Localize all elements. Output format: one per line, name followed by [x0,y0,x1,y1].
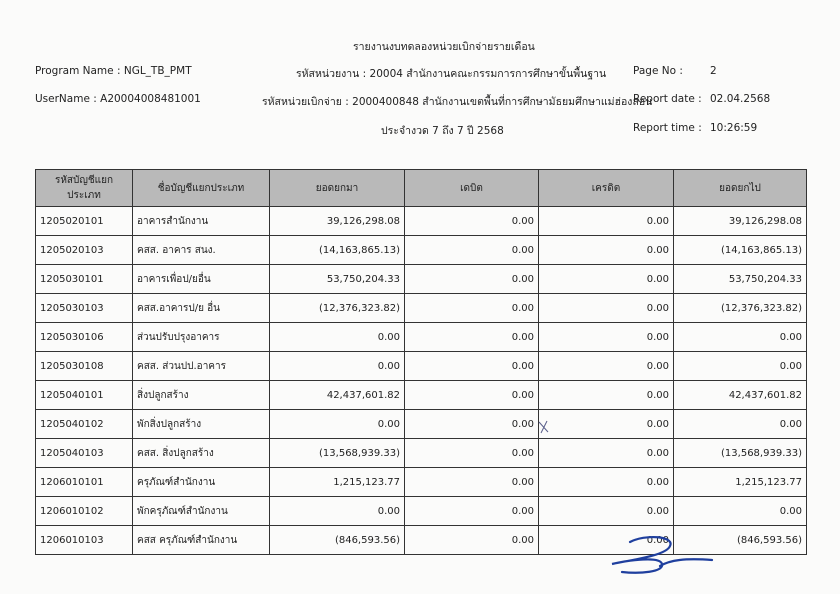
page-label: Page No : [633,65,683,77]
table-row [36,468,807,497]
cell-closing-balance: 0.00 [674,410,807,439]
ledger-table [35,169,807,555]
user-label: UserName : [35,93,97,105]
cell-closing-balance: (13,568,939.33) [674,439,807,468]
date-value: 02.04.2568 [710,93,771,105]
cell-opening-balance: 0.00 [270,323,405,352]
program-name [35,65,192,77]
cell-account-code: 1205040103 [36,439,133,468]
cell-account-name: ครุภัณฑ์สำนักงาน [133,468,270,497]
cell-closing-balance: (846,593.56) [674,526,807,555]
user-name [35,93,201,105]
time-label: Report time : [633,122,702,134]
cell-credit: 0.00 [539,526,674,555]
cell-account-code: 1205030103 [36,294,133,323]
table-header-row [36,170,807,207]
cell-opening-balance: 42,437,601.82 [270,381,405,410]
table-row [36,352,807,381]
cell-debit: 0.00 [405,381,539,410]
date-label: Report date : [633,93,702,105]
cell-debit: 0.00 [405,410,539,439]
handwritten-x-mark-icon [537,419,551,435]
cell-credit: 0.00 [539,410,674,439]
cell-closing-balance: 1,215,123.77 [674,468,807,497]
signature-icon [600,530,720,580]
cell-account-name: พักสิ่งปลูกสร้าง [133,410,270,439]
cell-account-code: 1205030106 [36,323,133,352]
table-row [36,236,807,265]
program-label: Program Name : [35,65,121,77]
table-row [36,410,807,439]
cell-closing-balance: (14,163,865.13) [674,236,807,265]
cell-opening-balance: 0.00 [270,410,405,439]
cell-account-code: 1206010101 [36,468,133,497]
cell-account-name: คสส.อาคารป/ย อื่น [133,294,270,323]
cell-opening-balance: (13,568,939.33) [270,439,405,468]
page-no [633,65,717,77]
cell-account-name: สิ่งปลูกสร้าง [133,381,270,410]
table-row [36,439,807,468]
cell-debit: 0.00 [405,207,539,236]
cell-account-code: 1206010102 [36,497,133,526]
cell-credit: 0.00 [539,497,674,526]
cell-debit: 0.00 [405,294,539,323]
cell-opening-balance: 53,750,204.33 [270,265,405,294]
cell-debit: 0.00 [405,265,539,294]
agency-line: รหัสหน่วยงาน : 20004 สำนักงานคณะกรรมการการศึกษาขั้นพื้นฐาน [296,68,607,80]
table-row [36,381,807,410]
cell-account-name: คสส. ส่วนปป.อาคาร [133,352,270,381]
cell-account-code: 1205020103 [36,236,133,265]
cell-closing-balance: 0.00 [674,497,807,526]
cell-credit: 0.00 [539,323,674,352]
cell-debit: 0.00 [405,352,539,381]
cell-debit: 0.00 [405,497,539,526]
table-row [36,207,807,236]
cell-account-code: 1205040101 [36,381,133,410]
table-row [36,323,807,352]
cell-account-name: ส่วนปรับปรุงอาคาร [133,323,270,352]
header-opening-balance: ยอดยกมา [270,170,405,207]
cell-account-name: พักครุภัณฑ์สำนักงาน [133,497,270,526]
header-account-code: รหัสบัญชีแยกประเภท [36,170,133,207]
cell-account-code: 1206010103 [36,526,133,555]
time-value: 10:26:59 [710,122,758,134]
cell-opening-balance: 0.00 [270,352,405,381]
table-row [36,497,807,526]
cell-closing-balance: 0.00 [674,323,807,352]
report-time [633,122,757,134]
cell-closing-balance: 53,750,204.33 [674,265,807,294]
cell-account-name: คสส. อาคาร สนง. [133,236,270,265]
cell-credit: 0.00 [539,352,674,381]
user-value: A20004008481001 [100,93,201,105]
header-account-name: ชื่อบัญชีแยกประเภท [133,170,270,207]
program-value: NGL_TB_PMT [123,65,192,77]
cell-account-name: อาคารสำนักงาน [133,207,270,236]
cell-closing-balance: 39,126,298.08 [674,207,807,236]
header-closing-balance: ยอดยกไป [674,170,807,207]
cell-opening-balance: 1,215,123.77 [270,468,405,497]
cell-credit: 0.00 [539,468,674,497]
report-date [633,93,770,105]
cell-account-name: อาคารเพื่อป/ยอื่น [133,265,270,294]
cell-credit: 0.00 [539,294,674,323]
cell-credit: 0.00 [539,236,674,265]
cell-credit: 0.00 [539,207,674,236]
cell-credit: 0.00 [539,381,674,410]
table-row [36,294,807,323]
cell-account-code: 1205030108 [36,352,133,381]
cell-debit: 0.00 [405,468,539,497]
cell-opening-balance: (12,376,323.82) [270,294,405,323]
cell-account-name: คสส. สิ่งปลูกสร้าง [133,439,270,468]
table-row [36,265,807,294]
cell-credit: 0.00 [539,265,674,294]
cell-opening-balance: (14,163,865.13) [270,236,405,265]
cell-debit: 0.00 [405,323,539,352]
cell-account-code: 1205030101 [36,265,133,294]
cell-credit: 0.00 [539,439,674,468]
page-value: 2 [710,65,717,77]
header-debit: เดบิต [405,170,539,207]
report-title: รายงานงบทดลองหน่วยเบิกจ่ายรายเดือน [353,41,535,53]
cell-account-code: 1205040102 [36,410,133,439]
period-line: ประจำงวด 7 ถึง 7 ปี 2568 [381,125,504,137]
cell-closing-balance: (12,376,323.82) [674,294,807,323]
header-credit: เครดิต [539,170,674,207]
cell-debit: 0.00 [405,439,539,468]
cell-debit: 0.00 [405,236,539,265]
cell-closing-balance: 0.00 [674,352,807,381]
cell-debit: 0.00 [405,526,539,555]
cell-account-code: 1205020101 [36,207,133,236]
cell-opening-balance: (846,593.56) [270,526,405,555]
disburse-line: รหัสหน่วยเบิกจ่าย : 2000400848 สำนักงานเขตพื้นที่การศึกษามัธยมศึกษาแม่ฮ่องสอน [262,96,653,108]
cell-account-name: คสส ครุภัณฑ์สำนักงาน [133,526,270,555]
cell-opening-balance: 39,126,298.08 [270,207,405,236]
cell-closing-balance: 42,437,601.82 [674,381,807,410]
cell-opening-balance: 0.00 [270,497,405,526]
